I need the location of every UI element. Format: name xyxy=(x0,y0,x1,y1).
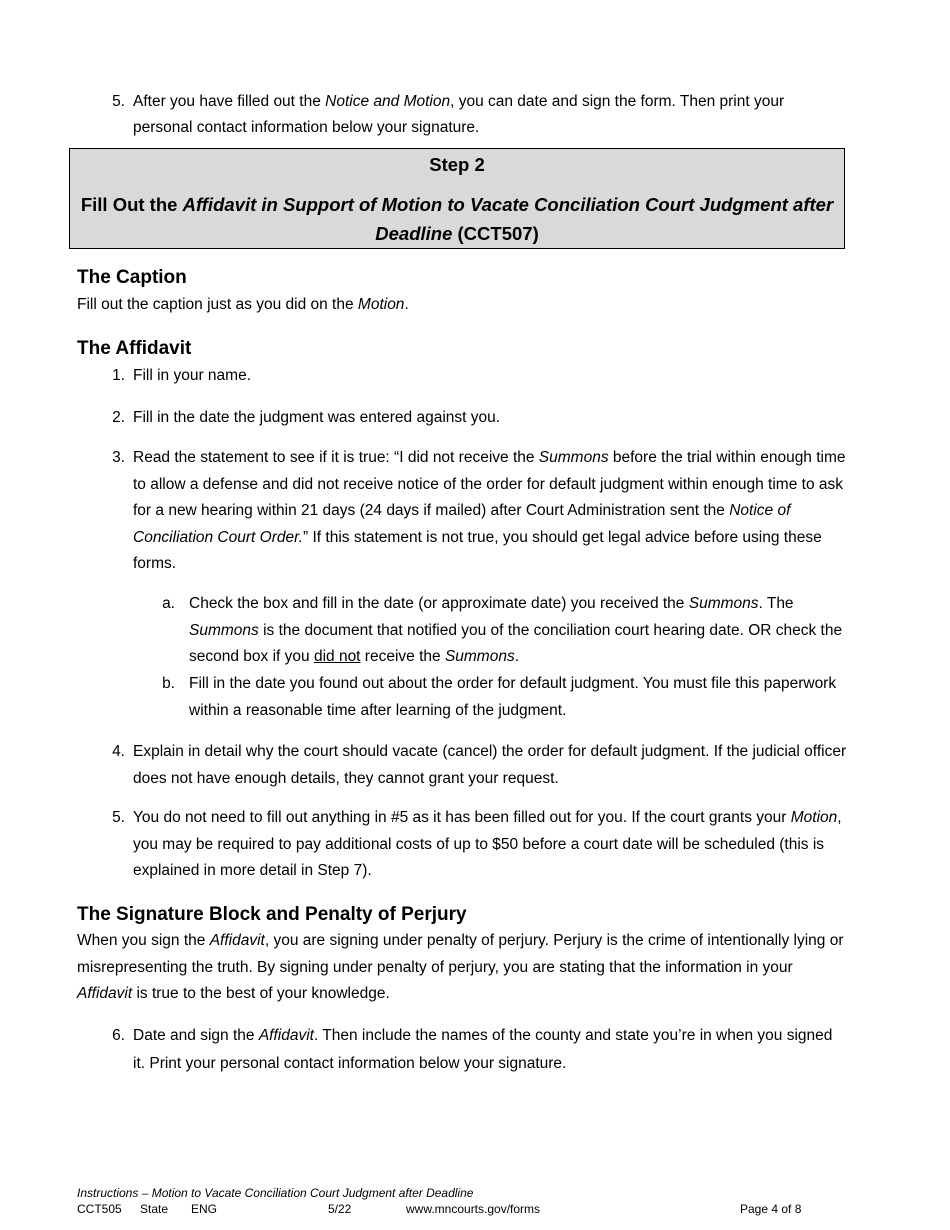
list-number: 3. xyxy=(112,449,125,466)
footer-form-code: CCT505 xyxy=(77,1202,122,1216)
footer-website-link[interactable]: www.mncourts.gov/forms xyxy=(406,1202,541,1216)
footer-jurisdiction: State xyxy=(140,1202,169,1216)
list-letter: a. xyxy=(162,595,175,612)
list-number: 4. xyxy=(112,743,125,760)
list-number: 1. xyxy=(112,367,125,384)
list-text: Fill in the date the judgment was entered against you. xyxy=(133,409,501,426)
signature-text: When you sign the Affidavit, you are signing under penalty of perjury. Perjury is the crime of intentionally lying or misrepresenting the truth. By signing under penalty of perjury, you are stating that the information in your Affidavit is true to the best of your knowledge. xyxy=(77,932,844,1002)
step-2-header-box xyxy=(69,148,845,249)
caption-heading: The Caption xyxy=(77,267,187,288)
list-number: 2. xyxy=(112,409,125,426)
list-text: Fill in the date you found out about the order for default judgment. You must file this paperwork within a reasonable time after learning of the judgment. xyxy=(189,675,837,719)
affidavit-item-5 xyxy=(77,805,847,885)
footer-revision: 5/22 xyxy=(328,1202,352,1216)
caption-text: Fill out the caption just as you did on the Motion. xyxy=(77,296,409,313)
list-number: 5. xyxy=(112,93,125,110)
page-footer xyxy=(77,1185,837,1217)
step-label: Step 2 xyxy=(429,154,485,175)
list-text: After you have filled out the Notice and Motion, you can date and sign the form. Then print your personal contact information below your signature. xyxy=(133,93,785,136)
list-number: 5. xyxy=(112,809,125,826)
list-text: Fill in your name. xyxy=(133,367,252,384)
affidavit-heading: The Affidavit xyxy=(77,338,192,359)
step1-item-5 xyxy=(77,89,847,141)
list-letter: b. xyxy=(162,675,175,692)
footer-title: Instructions – Motion to Vacate Conciliation Court Judgment after Deadline xyxy=(77,1186,474,1200)
affidavit-item-2 xyxy=(77,405,847,431)
list-text: Read the statement to see if it is true: “I did not receive the Summons before the trial within enough time to allow a defense and did not receive notice of the order for default judgment within enough time to ask for a new hearing within 21 days (24 days if mailed) after Court Administration sent the Notice of Conciliation Court Order.” If this statement is not true, you should get legal advice before using these forms. xyxy=(133,449,846,572)
footer-language: ENG xyxy=(191,1202,218,1216)
affidavit-item-4 xyxy=(77,738,847,792)
affidavit-item-3a xyxy=(133,591,845,671)
affidavit-item-3b xyxy=(133,671,845,724)
list-text: Date and sign the Affidavit. Then include the names of the county and state you’re in when you signed it. Print your personal contact information below your signature. xyxy=(133,1027,833,1072)
step-title: Fill Out the Affidavit in Support of Motion to Vacate Conciliation Court Judgment after Deadline (CCT507) xyxy=(80,194,834,244)
signature-heading: The Signature Block and Penalty of Perjury xyxy=(77,904,467,925)
affidavit-item-1 xyxy=(77,363,847,389)
affidavit-item-3 xyxy=(77,445,847,578)
list-number: 6. xyxy=(112,1027,125,1044)
list-text: You do not need to fill out anything in #5 as it has been filled out for you. If the court grants your Motion, you may be required to pay additional costs of up to $50 before a court date will be scheduled (this is explained in more detail in Step 7). xyxy=(133,809,842,879)
footer-meta-row xyxy=(77,1201,837,1217)
list-text: Check the box and fill in the date (or approximate date) you received the Summons. The Summons is the document that notified you of the conciliation court hearing date. OR check the second box if you did not receive the Summons. xyxy=(189,595,843,665)
footer-page-number: Page 4 of 8 xyxy=(740,1202,802,1216)
list-text: Explain in detail why the court should vacate (cancel) the order for default judgment. If the judicial officer does not have enough details, they cannot grant your request. xyxy=(133,743,847,787)
signature-item-6 xyxy=(77,1022,847,1077)
